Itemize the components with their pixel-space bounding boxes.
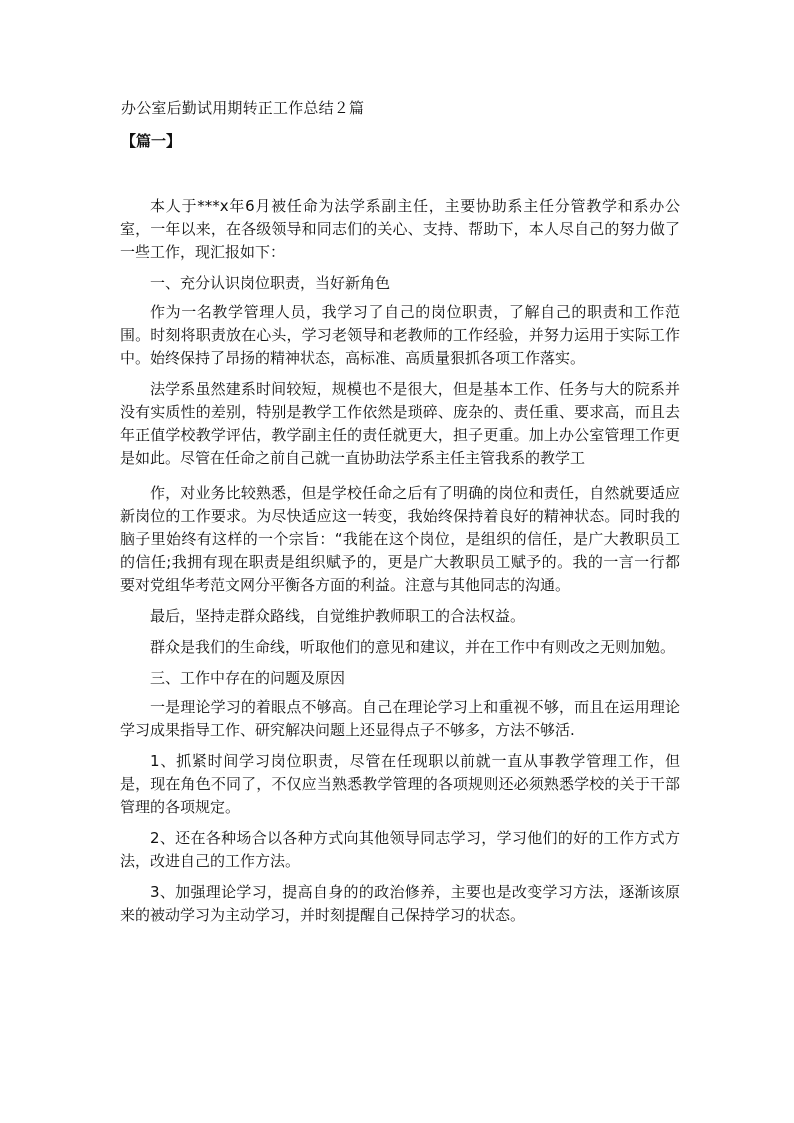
paragraph-role: 作为一名教学管理人员，我学习了自己的岗位职责，了解自己的职责和工作范围。时刻将职责放在心头，学习老领导和老教师的工作经验，并努力运用于实际工作中。始终保持了昂扬的精神状态，高标准、高质量狠抓各项工作落实。 [120,303,680,367]
paragraph-lifeline: 群众是我们的生命线，听取他们的意见和建议，并在工作中有则改之无则加勉。 [150,638,676,656]
paragraph-mass-line: 最后，坚持走群众路线，自觉维护教师职工的合法权益。 [150,607,526,625]
section-heading-3: 三、工作中存在的问题及原因 [150,669,346,687]
section-heading-1: 一、充分认识岗位职责，当好新角色 [150,274,391,292]
list-item-1: 1、抓紧时间学习岗位职责，尽管在任现职以前就一直从事教学管理工作，但是，现在角色不同了，不仅应当熟悉教学管理的各项规则还必须熟悉学校的关于干部管理的各项规定。 [120,752,680,816]
section-label: 【篇一】 [121,132,182,150]
document-body [120,195,680,935]
paragraph-theory: 一是理论学习的着眼点不够高。自己在理论学习上和重视不够，而且在运用理论学习成果指导工作、研究解决问题上还显得点子不够多，方法不够活. [120,698,680,739]
paragraph-intro: 本人于***x年6月被任命为法学系副主任，主要协助系主任分管教学和系办公室，一年以来，在各级领导和同志们的关心、支持、帮助下，本人尽自己的努力做了一些工作，现汇报如下： [120,197,680,261]
list-item-3: 3、加强理论学习，提高自身的的政治修养，主要也是改变学习方法，逐渐该原来的被动学习为主动学习，并时刻提醒自己保持学习的状态。 [120,883,680,924]
document-title: 办公室后勤试用期转正工作总结２篇 [121,99,365,117]
paragraph-adaptation: 作，对业务比较熟悉，但是学校任命之后有了明确的岗位和责任，自然就要适应新岗位的工作要求。为尽快适应这一转变，我始终保持着良好的精神状态。同时我的脑子里始终有这样的一个宗旨：“我能在这个岗位，是组织的信任，是广大教职员工的信任;我拥有现在职责是组织赋予的，更是广大教职员工赋予的。我的一言一行都要对党组华考范文网分平衡各方面的利益。注意与其他同志的沟通。 [120,484,680,594]
paragraph-department: 法学系虽然建系时间较短，规模也不是很大，但是基本工作、任务与大的院系并没有实质性的差别，特别是教学工作依然是琐碎、庞杂的、责任重、要求高，而且去年正值学校教学评估，教学副主任的责任就更大，担子更重。加上办公室管理工作更是如此。尽管在任命之前自己就一直协助法学系主任主管我系的教学工 [120,380,680,467]
list-item-2: 2、还在各种场合以各种方式向其他领导同志学习，学习他们的好的工作方式方法，改进自己的工作方法。 [120,829,680,870]
